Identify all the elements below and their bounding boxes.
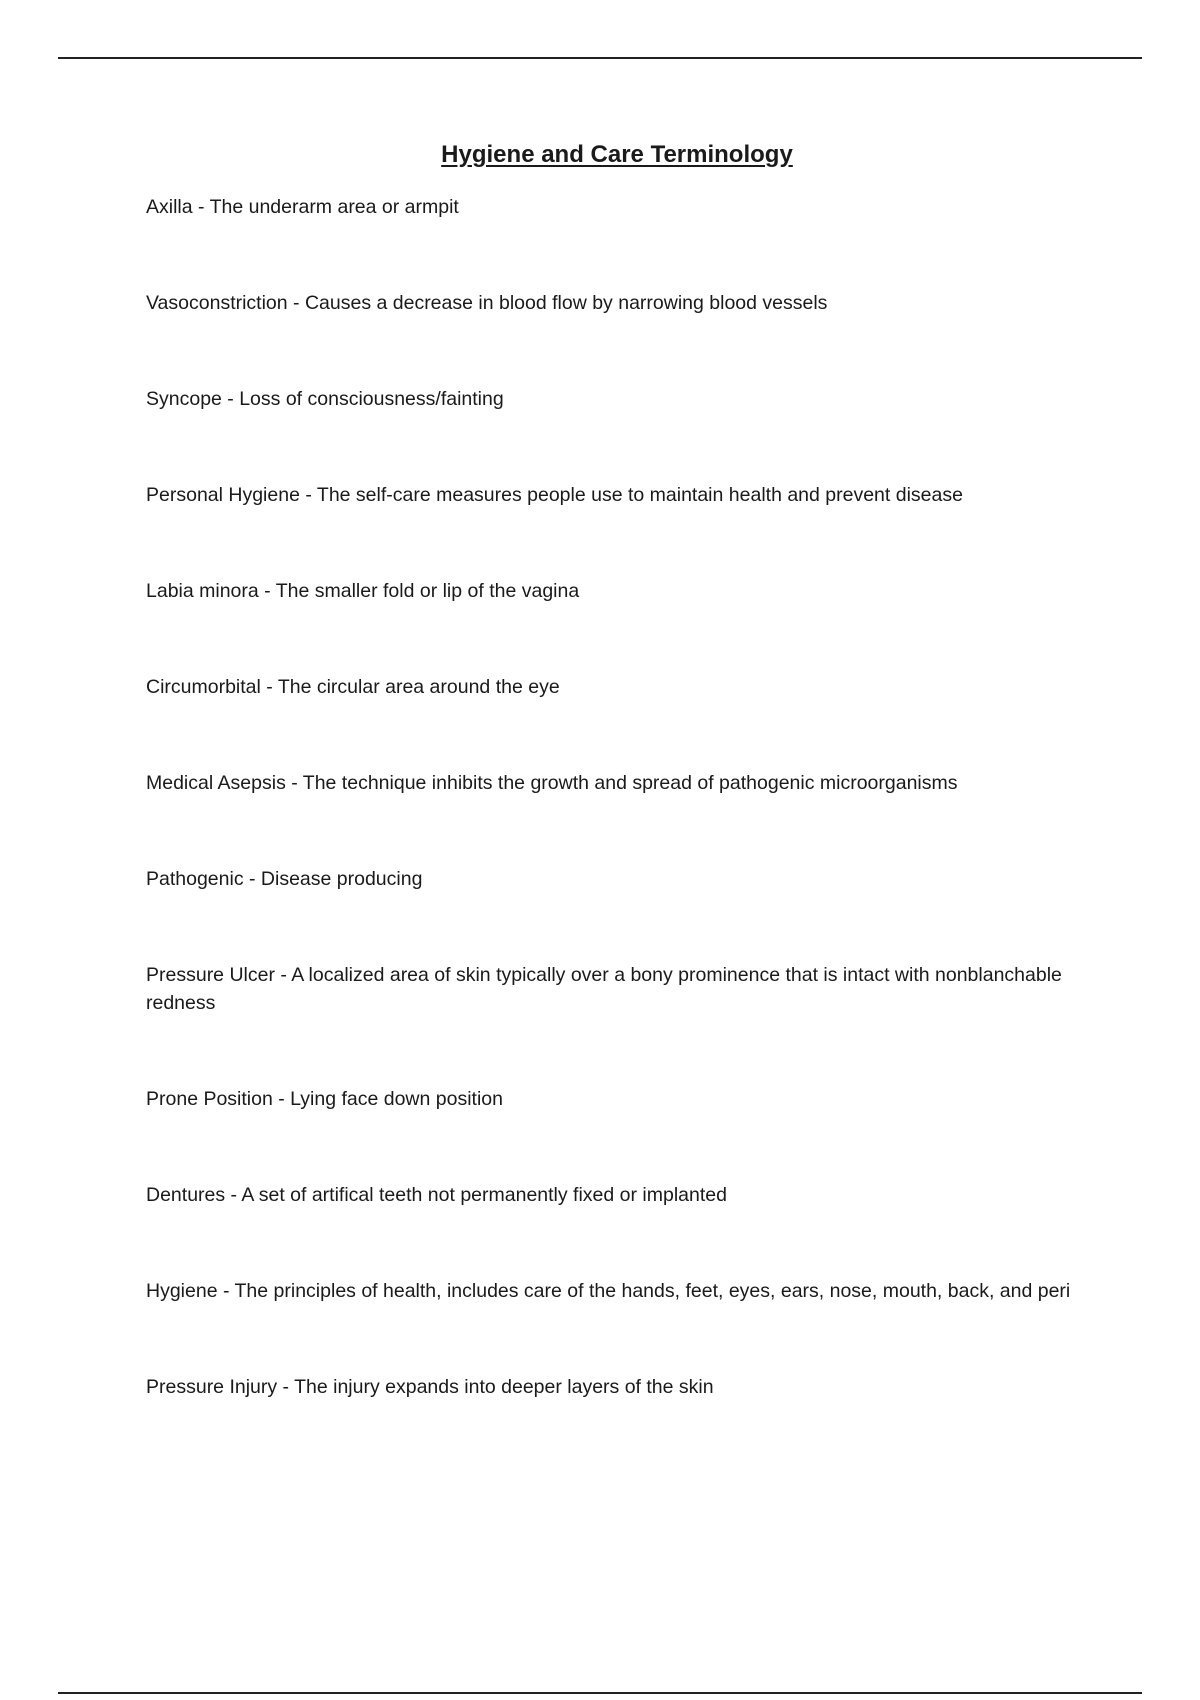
header-rule: [58, 57, 1142, 59]
term-entry: Labia minora - The smaller fold or lip of the vagina: [146, 580, 580, 602]
footer-rule: [58, 1692, 1142, 1694]
term-entry: Pressure Injury - The injury expands into deeper layers of the skin: [146, 1376, 714, 1398]
page-title: Hygiene and Care Terminology: [441, 141, 793, 168]
term-entry: Vasoconstriction - Causes a decrease in blood flow by narrowing blood vessels: [146, 292, 828, 314]
term-entry: Personal Hygiene - The self-care measures people use to maintain health and prevent disease: [146, 484, 963, 506]
term-entry: Syncope - Loss of consciousness/fainting: [146, 388, 504, 410]
term-entry: Hygiene - The principles of health, includes care of the hands, feet, eyes, ears, nose, mouth, back, and peri: [146, 1280, 1071, 1302]
term-entry: Pressure Ulcer - A localized area of skin typically over a bony prominence that is intact with nonblanchable redness: [146, 964, 1062, 1014]
term-entry: Prone Position - Lying face down position: [146, 1088, 503, 1110]
term-entry: Circumorbital - The circular area around the eye: [146, 676, 560, 698]
term-list: [146, 193, 1086, 1469]
term-entry: Dentures - A set of artifical teeth not permanently fixed or implanted: [146, 1184, 727, 1206]
term-entry: Axilla - The underarm area or armpit: [146, 196, 459, 218]
term-entry: Medical Asepsis - The technique inhibits the growth and spread of pathogenic microorganisms: [146, 772, 958, 794]
term-entry: Pathogenic - Disease producing: [146, 868, 423, 890]
